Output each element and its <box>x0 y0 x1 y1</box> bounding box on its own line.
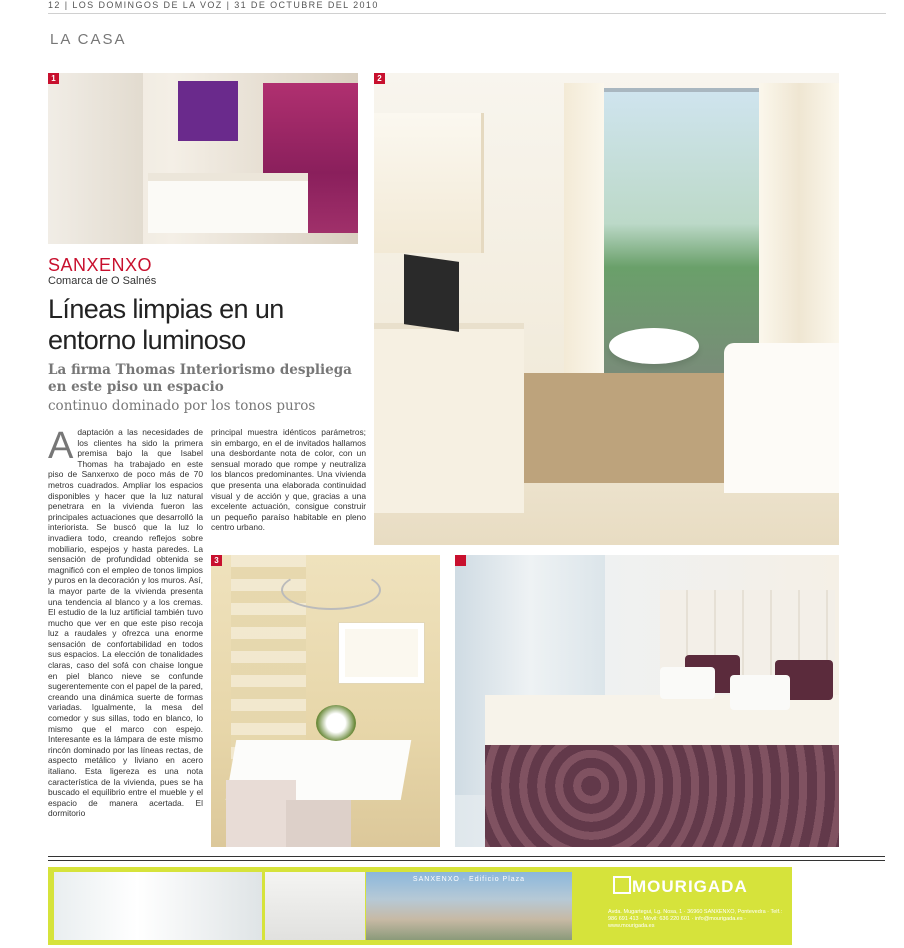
header-rule <box>48 13 886 14</box>
photo-sofa <box>724 343 839 493</box>
photo-number-badge: 3 <box>211 555 222 566</box>
photo-coffee-table <box>609 328 699 364</box>
photo-marker-badge <box>455 555 466 566</box>
photo-chair <box>286 800 351 847</box>
article-subkicker: Comarca de O Salnés <box>48 275 157 287</box>
article-dropcap: A <box>48 427 74 467</box>
article-body-text-1: daptación a las necesidades de los clientes ha sido la primera premisa bajo la que Isabel Thomas ha trabajado en este piso de Sanxenxo de poco más de 70 metros cuadrados. Ampliar los espacios disponibles y hacer que la luz natural penetrara en la vivienda fueron las principales actuaciones que desarrolló la interiorista. Se buscó que la luz lo invadiera todo, creando reflejos sobre mobiliario, espejos y hasta paredes. La sensación de profundidad obtenida se magnificó con el empleo de tonos limpios y puros en la decoración y los muros. Así, la mayor parte de la vivienda presenta una tendencia al blanco y a los cremas. El estudio de la luz artificial también tuvo mucho que ver en que este piso recoja luz a raudales y ofrezca una enorme sensación de confortabilidad en todos sus espacios. La elección de tonalidades claras, caso del sofá con chaise longue en piel blanco nieve se confunde sugerentemente con el papel de la pared, creando una dinámica suerte de formas variadas. Igualmente, la mesa del comedor y sus sillas, todo en blanco, lo mismo que el marco con espejo. Interesante es la lámpara de este mismo rincón dominado por las líneas rectas, de aspecto metálico y liviano en acero italiano. Esta ligereza es una nota característica de la vivienda, pues se ha buscado el equilibrio entre el mueble y el espacio de manera acertada. El dormitorio <box>48 427 203 819</box>
article-body-column-2: principal muestra idénticos parámetros; sin embargo, en el de invitados hallamos una desbordante nota de color, con un sensual morado que rompe y neutraliza los blancos predominantes. Una vivienda que presenta una elaborada continuidad visual y de acción y que, gracias a una excelente actuación, consigue construir un pequeño paraíso habitable en pleno centro urbano. <box>211 427 366 533</box>
photo-flowers <box>316 705 356 741</box>
photo-living-room <box>374 73 839 545</box>
article-deck-bold: La firma Thomas Interiorismo despliega en este piso un espacio <box>48 362 352 395</box>
photo-patterned-throw <box>485 745 839 847</box>
article-headline: Líneas limpias en un entorno luminoso <box>48 294 284 355</box>
photo-dining-room <box>211 555 440 847</box>
footer-rule <box>48 856 513 857</box>
page-info: 12 | LOS DOMINGOS DE LA VOZ | 31 DE OCTUBRE DEL 2010 <box>48 0 379 10</box>
photo-bedroom-purple <box>48 73 358 244</box>
photo-curtain-left <box>564 83 604 383</box>
footer-rule <box>513 856 885 857</box>
photo-pillow <box>730 675 790 710</box>
photo-pillow <box>660 667 715 699</box>
footer-rule <box>48 860 885 861</box>
photo-chandelier <box>281 570 381 610</box>
article-deck-regular: continuo dominado por los tonos puros <box>48 398 316 414</box>
article-kicker: SANXENXO <box>48 255 153 275</box>
ad-photo-interior <box>265 872 365 940</box>
photo-number-badge: 2 <box>374 73 385 84</box>
photo-bed <box>148 173 308 233</box>
advertisement[interactable] <box>48 867 792 945</box>
photo-television <box>404 254 459 332</box>
photo-window-violet <box>178 81 238 141</box>
article-body-column-1 <box>48 427 203 847</box>
photo-shelves <box>374 113 484 253</box>
ad-contact: Avda. Mugartegui, Lg. Nosa, 1 · 36960 SANXENXO, Pontevedra · Telf.: 986 691 413 · Móvil: 636 220 601 · info@mourigada.es · www.mourigada.es <box>608 909 783 929</box>
ad-logo-icon <box>613 876 631 894</box>
photo-master-bedroom <box>455 555 839 847</box>
photo-mirror <box>339 623 424 683</box>
photo-door <box>48 73 143 244</box>
section-label: LA CASA <box>50 31 127 48</box>
photo-tv-unit <box>374 323 524 513</box>
ad-brand: MOURIGADA <box>632 877 748 896</box>
ad-banner-caption: SANXENXO · Edificio Plaza <box>412 876 526 883</box>
photo-number-badge: 1 <box>48 73 59 84</box>
ad-photo-kitchen <box>54 872 262 940</box>
